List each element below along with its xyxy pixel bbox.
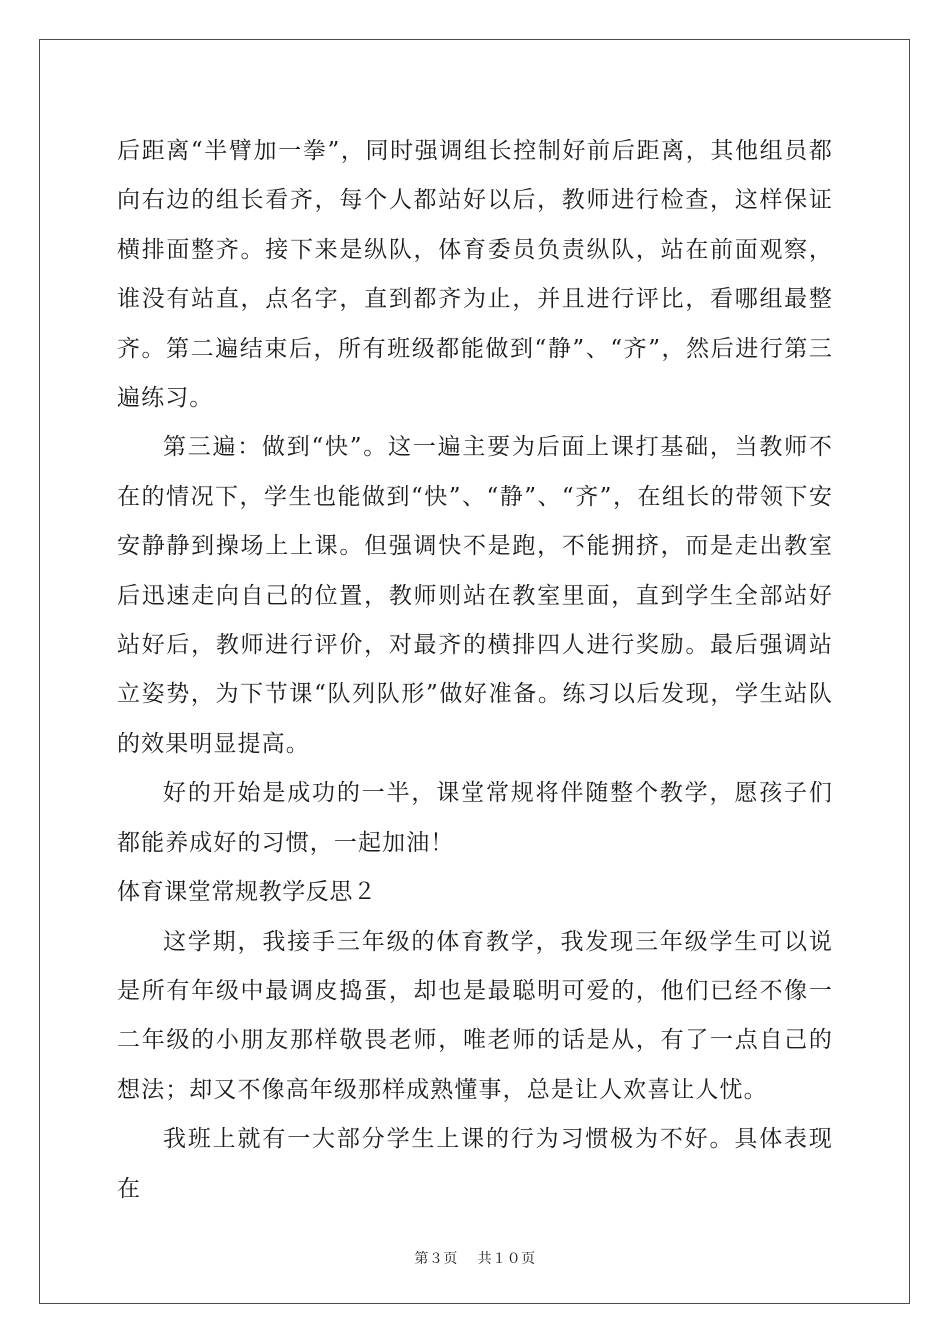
section-heading: 体育课堂常规教学反思２ [117, 879, 377, 906]
paragraph-intro: 这学期，我接手三年级的体育教学，我发现三年级学生可以说是所有年级中最调皮捣蛋，却也是最聪明可爱的，他们已经不像一二年级的小朋友那样敬畏老师，唯老师的话是从，有了一点自己的想法；却又不像高年级那样成熟懂事，总是让人欢喜让人忧。 [117, 928, 833, 1103]
page-total: 共１０页 [477, 1251, 536, 1267]
page-footer [0, 1248, 950, 1268]
document-body [117, 127, 833, 1214]
paragraph-conclusion: 好的开始是成功的一半，课堂常规将伴随整个教学，愿孩子们都能养成好的习惯，一起加油！ [117, 780, 833, 856]
paragraph-continued: 后距离“半臂加一拳”，同时强调组长控制好前后距离，其他组员都向右边的组长看齐，每个人都站好以后，教师进行检查，这样保证横排面整齐。接下来是纵队，体育委员负责纵队，站在前面观察，谁没有站直，点名字，直到都齐为止，并且进行评比，看哪组最整齐。第二遍结束后，所有班级都能做到“静”、“齐”，然后进行第三遍练习。 [117, 138, 833, 412]
paragraph-behavior: 我班上就有一大部分学生上课的行为习惯极为不好。具体表现在 [117, 1126, 833, 1202]
page-number: 第３页 [414, 1251, 458, 1267]
paragraph-third-round: 第三遍：做到“快”。这一遍主要为后面上课打基础，当教师不在的情况下，学生也能做到“快”、“静”、“齐”，在组长的带领下安安静静到操场上上课。但强调快不是跑，不能拥挤，而是走出教室后迅速走向自己的位置，教师则站在教室里面，直到学生全部站好站好后，教师进行评价，对最齐的横排四人进行奖励。最后强调站立姿势，为下节课“队列队形”做好准备。练习以后发现，学生站队的效果明显提高。 [117, 434, 833, 757]
